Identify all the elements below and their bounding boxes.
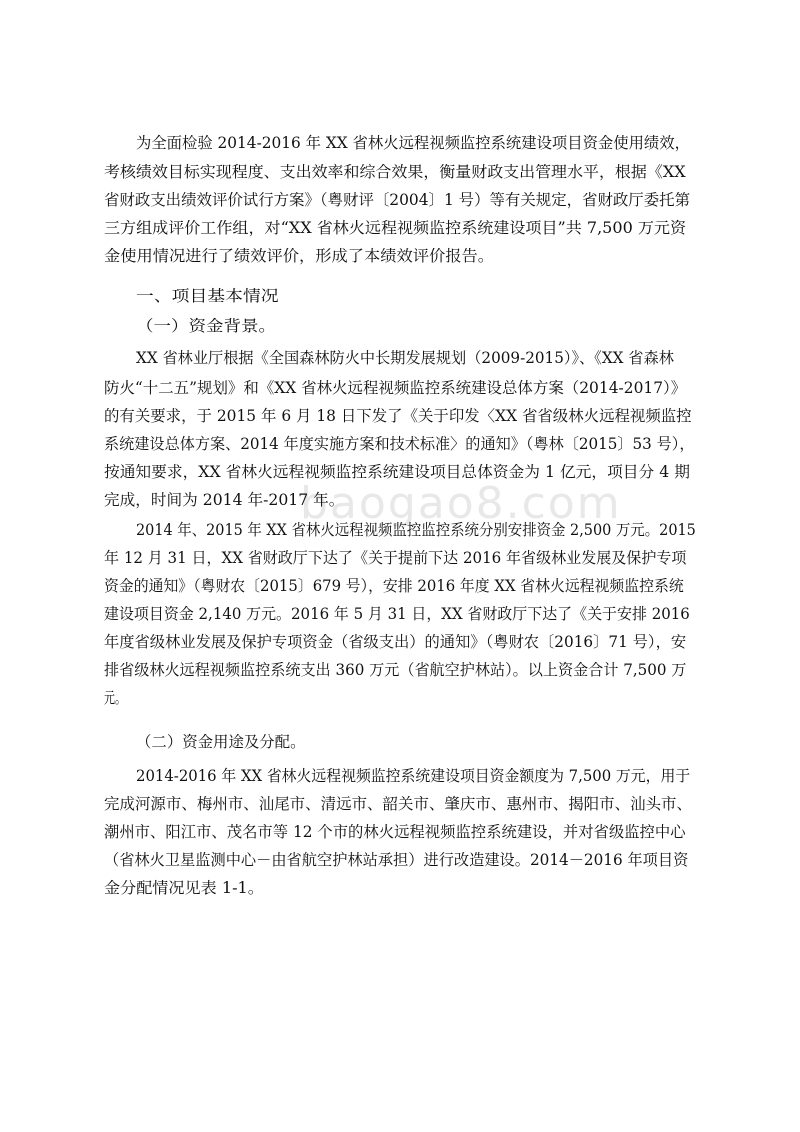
- paragraph-line: 考核绩效目标实现程度、支出效率和综合效果，衡量财政支出管理水平，根据《XX: [104, 163, 686, 181]
- paragraph-line: 2014-2016 年 XX 省林火远程视频监控系统建设项目资金额度为 7,500 万元，用于: [136, 767, 691, 785]
- paragraph-line: （二）资金用途及分配。: [136, 733, 306, 751]
- paragraph-line: 按通知要求，XX 省林火远程视频监控系统建设项目总体资金为 1 亿元，项目分 4 期: [104, 463, 690, 481]
- paragraph-line: 一、项目基本情况: [136, 287, 279, 305]
- paragraph-line: 2014 年、2015 年 XX 省林火远程视频监控监控系统分别安排资金 2,500 万元。2015: [136, 521, 696, 539]
- paragraph-line: 年度省级林业发展及保护专项资金（省级支出）的通知》（粤财农〔2016〕71 号），安: [104, 633, 687, 651]
- paragraph-line: 的有关要求，于 2015 年 6 月 18 日下发了《关于印发〈XX 省省级林火远程视频监控: [104, 407, 692, 425]
- paragraph-line: 建设项目资金 2,140 万元。2016 年 5 月 31 日，XX 省财政厅下达了《关于安排 2016: [104, 605, 690, 623]
- paragraph-line: 完成河源市、梅州市、汕尾市、清远市、韶关市、肇庆市、惠州市、揭阳市、汕头市、: [104, 795, 693, 813]
- watermark: baogao8.com: [300, 478, 622, 529]
- paragraph-line: 潮州市、阳江市、茂名市等 12 个市的林火远程视频监控系统建设，并对省级监控中心: [104, 823, 686, 841]
- paragraph-line: 省财政支出绩效评价试行方案》（粤财评〔2004〕1 号）等有关规定，省财政厅委托第: [104, 191, 690, 209]
- paragraph-line: （省林火卫星监测中心－由省航空护林站承担）进行改造建设。2014－2016 年项目资: [104, 851, 689, 869]
- paragraph-line: 为全面检验 2014-2016 年 XX 省林火远程视频监控系统建设项目资金使用绩效，: [136, 134, 690, 152]
- paragraph-line: 元。: [104, 689, 127, 707]
- paragraph-line: 金使用情况进行了绩效评价，形成了本绩效评价报告。: [104, 247, 495, 265]
- paragraph-line: （一）资金背景。: [136, 317, 277, 335]
- paragraph-line: 年 12 月 31 日，XX 省财政厅下达了《关于提前下达 2016 年省级林业发展及保护专项: [104, 549, 687, 567]
- paragraph-line: 完成，时间为 2014 年-2017 年。: [104, 491, 345, 509]
- paragraph-line: 防火“十二五”规划》和《XX 省林火远程视频监控系统建设总体方案（2014-2017）》: [104, 379, 687, 397]
- paragraph-line: 系统建设总体方案、2014 年度实施方案和技术标准〉的通知》（粤林〔2015〕53 号），: [104, 435, 695, 453]
- paragraph-line: 三方组成评价工作组，对“XX 省林火远程视频监控系统建设项目”共 7,500 万元资: [104, 219, 687, 237]
- paragraph-line: 金分配情况见表 1-1。: [104, 879, 264, 897]
- paragraph-line: 排省级林火远程视频监控系统支出 360 万元（省航空护林站）。以上资金合计 7,500 万: [104, 661, 687, 679]
- paragraph-line: XX 省林业厅根据《全国森林防火中长期发展规划（2009-2015）》、《XX 省森林: [136, 349, 674, 367]
- paragraph-line: 资金的通知》（粤财农〔2015〕679 号），安排 2016 年度 XX 省林火远程视频监控系统: [104, 577, 684, 595]
